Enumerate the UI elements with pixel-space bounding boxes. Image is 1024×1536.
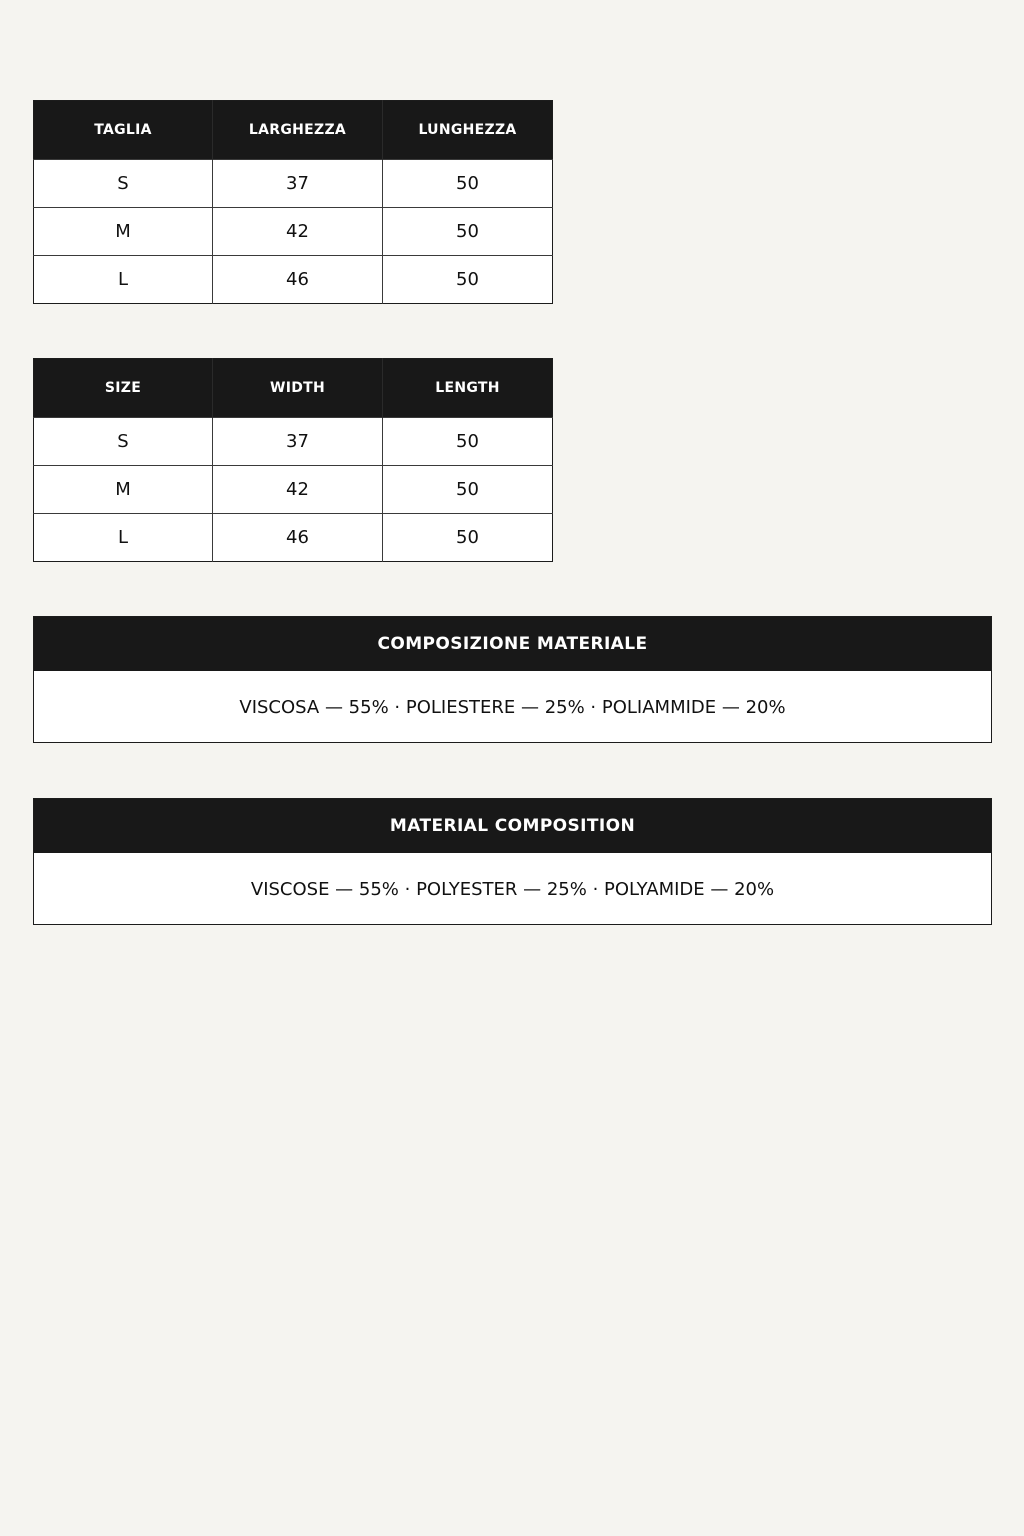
length-cell: 50: [383, 256, 553, 304]
width-cell: 37: [213, 418, 383, 466]
size-table-italian: [33, 100, 553, 304]
table-header-row: [34, 359, 553, 418]
length-cell: 50: [383, 418, 553, 466]
composition-title: COMPOSIZIONE MATERIALE: [34, 617, 991, 671]
length-cell: 50: [383, 208, 553, 256]
length-cell: 50: [383, 466, 553, 514]
composition-text: VISCOSE — 55% · POLYESTER — 25% · POLYAMIDE — 20%: [250, 879, 775, 900]
table-row: [34, 418, 553, 466]
table-row: [34, 514, 553, 562]
width-cell: 42: [213, 208, 383, 256]
width-cell: 42: [213, 466, 383, 514]
composition-text: VISCOSA — 55% · POLIESTERE — 25% · POLIAMMIDE — 20%: [239, 697, 786, 718]
size-cell: L: [34, 256, 213, 304]
table-row: [34, 160, 553, 208]
width-cell: 46: [213, 256, 383, 304]
table-row: [34, 208, 553, 256]
composition-box-italian: [33, 616, 992, 743]
column-header-length: LUNGHEZZA: [383, 101, 553, 160]
column-header-size: SIZE: [34, 359, 213, 418]
column-header-width: LARGHEZZA: [213, 101, 383, 160]
composition-title: MATERIAL COMPOSITION: [34, 799, 991, 853]
size-cell: S: [34, 418, 213, 466]
column-header-length: LENGTH: [383, 359, 553, 418]
table-row: [34, 256, 553, 304]
column-header-size: TAGLIA: [34, 101, 213, 160]
table-row: [34, 466, 553, 514]
width-cell: 46: [213, 514, 383, 562]
column-header-width: WIDTH: [213, 359, 383, 418]
width-cell: 37: [213, 160, 383, 208]
size-cell: M: [34, 466, 213, 514]
size-table-english: [33, 358, 553, 562]
table-header-row: [34, 101, 553, 160]
length-cell: 50: [383, 514, 553, 562]
size-cell: M: [34, 208, 213, 256]
size-cell: S: [34, 160, 213, 208]
size-cell: L: [34, 514, 213, 562]
composition-box-english: [33, 798, 992, 925]
length-cell: 50: [383, 160, 553, 208]
